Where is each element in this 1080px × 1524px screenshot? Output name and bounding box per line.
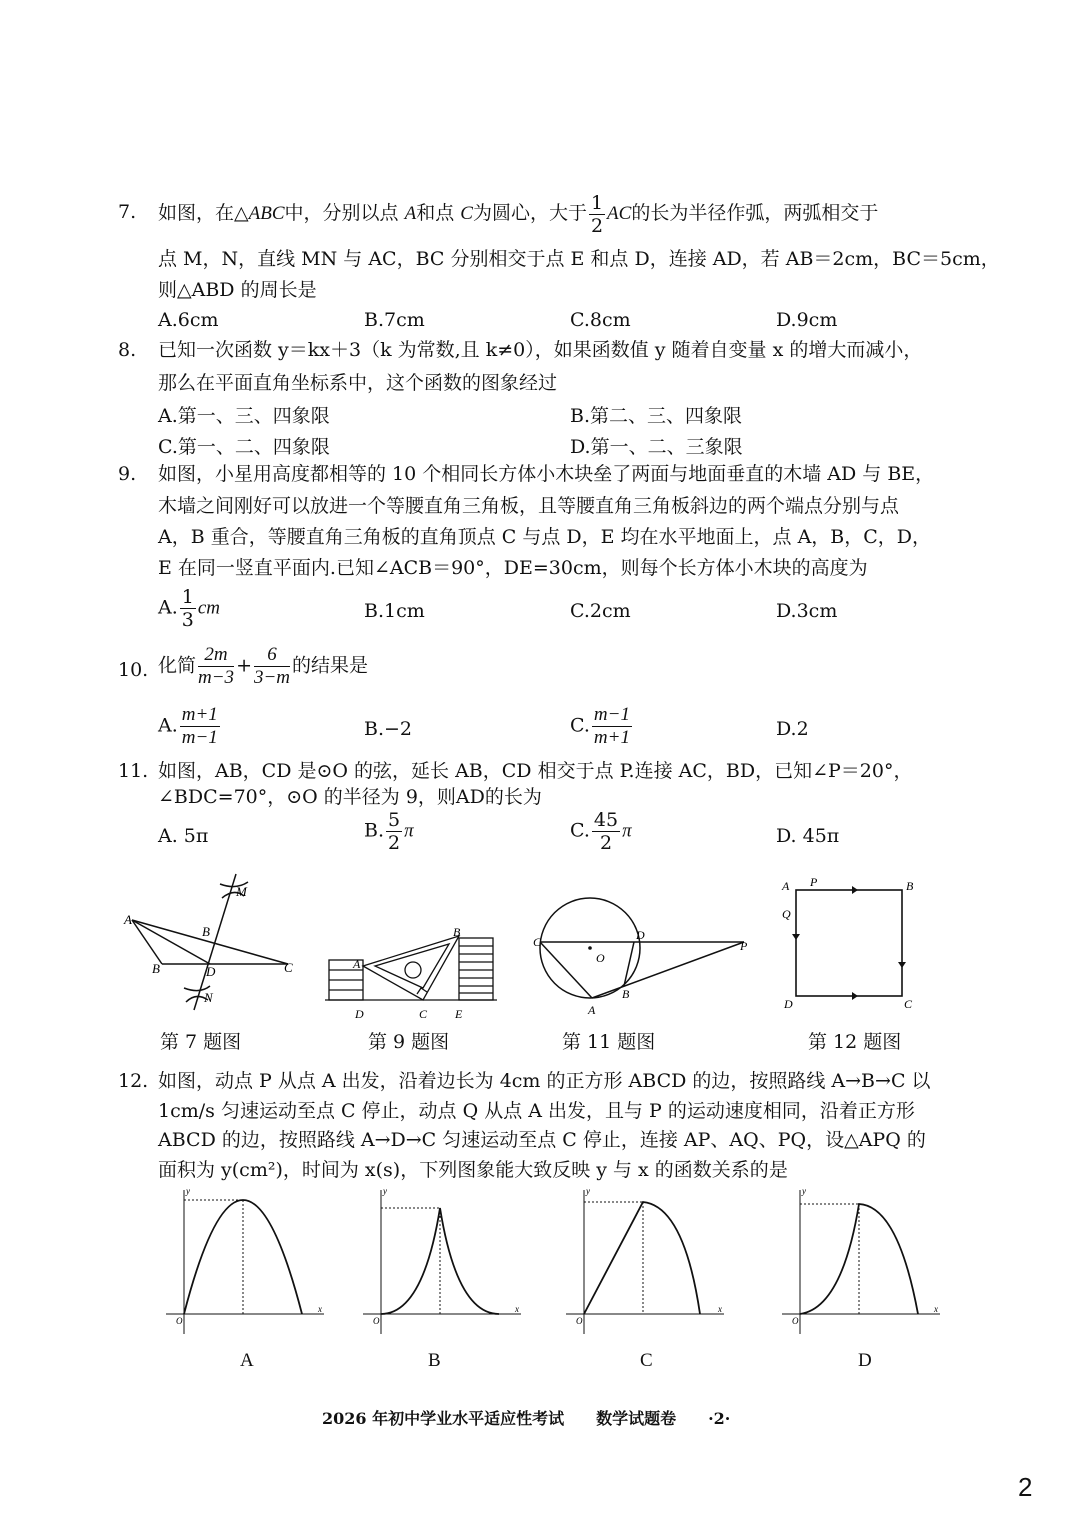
q7-line3: 则△ABD 的周长是 <box>158 279 317 301</box>
label-d: D <box>355 1007 364 1021</box>
caption-fig7: 第 7 题图 <box>160 1031 242 1053</box>
label-c: C <box>419 1007 428 1021</box>
label-d: D <box>206 964 216 979</box>
q10-option-a: A. $\frac{m+1}{m-1}$ <box>158 704 218 748</box>
svg-text:x: x <box>718 1304 722 1314</box>
q8-option-d: D.第一、二、三象限 <box>570 436 743 458</box>
q7-line1: 如图，在△ABC中，分别以点 A和点 C为圆心，大于 $\frac{1}{2}$ AC的长为半径作弧，两弧相交于 <box>158 191 879 237</box>
q10-option-d: D.2 <box>776 718 809 740</box>
square-abcd <box>796 890 902 996</box>
figure-7 <box>120 868 310 1018</box>
q10-option-b: B.−2 <box>364 718 413 740</box>
label-a: A <box>782 879 790 893</box>
q9-option-b: B.1cm <box>364 600 425 622</box>
q9-option-c: C.2cm <box>570 600 631 622</box>
q8-line1: 已知一次函数 y＝kx＋3（k 为常数,且 k≠0），如果函数值 y 随着自变量 x 的增大而减小， <box>158 339 923 361</box>
label-c: C <box>284 960 293 975</box>
q10-number: 10. <box>118 659 149 681</box>
graph-label-b: B <box>428 1350 441 1371</box>
label-b: B <box>906 879 914 893</box>
label-a: A <box>124 912 132 927</box>
q12-line3: ABCD 的边，按照路线 A→D→C 匀速运动至点 C 停止，连接 AP、AQ、PQ，设△APQ 的 <box>158 1129 926 1151</box>
svg-text:y: y <box>586 1186 590 1196</box>
label-d: D <box>636 928 645 942</box>
label-e: B <box>202 924 210 939</box>
line-ac <box>540 942 592 998</box>
label-p: P <box>810 875 818 889</box>
q7-fraction: $\frac{1}{2}$ <box>590 191 604 237</box>
graph-d <box>780 1186 948 1336</box>
q11-option-d: D. 45π <box>776 825 840 847</box>
graph-label-c: C <box>640 1350 653 1371</box>
q8-number: 8. <box>118 339 137 361</box>
plate-hole <box>405 962 421 978</box>
q9-number: 9. <box>118 463 137 485</box>
figure-12 <box>780 875 920 1011</box>
graph-b <box>361 1186 529 1336</box>
line-ap <box>592 942 744 998</box>
graph-label-a: A <box>240 1350 254 1371</box>
svg-text:O: O <box>792 1316 799 1326</box>
wall-be <box>459 938 493 1000</box>
q12-line2: 1cm/s 匀速运动至点 C 停止，动点 Q 从点 A 出发，且与 P 的运动速度相同，沿着正方形 <box>158 1100 915 1122</box>
svg-text:y: y <box>186 1186 190 1196</box>
q7-option-a: A.6cm <box>158 309 219 331</box>
svg-text:O: O <box>373 1316 380 1326</box>
arrow-dc <box>852 992 858 1000</box>
label-c: C <box>904 997 913 1011</box>
q10-stem: 化简 $\frac{2m}{m-3}$ + $\frac{6}{3-m}$ 的结果是 <box>158 644 369 688</box>
q11-option-a: A. 5π <box>158 825 209 847</box>
label-c: C <box>533 935 542 949</box>
caption-fig12: 第 12 题图 <box>808 1031 902 1053</box>
graph-a <box>164 1186 332 1336</box>
curve-c <box>584 1202 700 1314</box>
q9-line3: A，B 重合，等腰直角三角板的直角顶点 C 与点 D，E 均在水平地面上，点 A，B，C，D， <box>158 526 932 548</box>
svg-text:O: O <box>176 1316 183 1326</box>
q9-line1: 如图，小星用高度都相等的 10 个相同长方体小木块垒了两面与地面垂直的木墙 AD 与 BE， <box>158 463 935 485</box>
svg-text:x: x <box>318 1304 322 1314</box>
line-ad <box>132 920 210 964</box>
q9-line2: 木墙之间刚好可以放进一个等腰直角三角板，且等腰直角三角板斜边的两个端点分别与点 <box>158 495 900 517</box>
label-d: D <box>784 997 793 1011</box>
figure-9 <box>325 922 505 1022</box>
q11-option-c: C. $\frac{45}{2}$ π <box>570 809 632 854</box>
label-o: O <box>596 951 605 965</box>
svg-text:x: x <box>515 1304 519 1314</box>
q10-option-c: C. $\frac{m-1}{m+1}$ <box>570 704 630 748</box>
q7-option-b: B.7cm <box>364 309 425 331</box>
q8-option-b: B.第二、三、四象限 <box>570 405 743 427</box>
q9-option-d: D.3cm <box>776 600 838 622</box>
svg-text:O: O <box>576 1316 583 1326</box>
q11-number: 11. <box>118 760 149 782</box>
label-n: N <box>204 990 213 1005</box>
graph-label-d: D <box>858 1350 872 1371</box>
right-angle-mark <box>417 988 427 994</box>
caption-fig11: 第 11 题图 <box>562 1031 656 1053</box>
label-b: B <box>453 925 461 939</box>
q12-number: 12. <box>118 1070 149 1092</box>
graph-c <box>564 1186 732 1336</box>
q7-option-d: D.9cm <box>776 309 838 331</box>
svg-text:y: y <box>802 1186 806 1196</box>
q8-option-c: C.第一、二、四象限 <box>158 436 330 458</box>
label-b: B <box>622 987 630 1001</box>
q11-option-b: B. $\frac{5}{2}$ π <box>364 809 414 854</box>
q9-line4: E 在同一竖直平面内.已知∠ACB＝90°，DE=30cm，则每个长方体小木块的高度为 <box>158 557 868 579</box>
q9-option-a: A. $\frac{1}{3}$ cm <box>158 586 221 631</box>
q12-line4: 面积为 y(cm²)，时间为 x(s)，下列图象能大致反映 y 与 x 的函数关系的是 <box>158 1159 788 1181</box>
label-p: P <box>740 939 748 953</box>
label-a: A <box>353 957 361 971</box>
arrow-ad <box>792 934 800 940</box>
center-o <box>588 946 592 950</box>
q7-line2: 点 M，N，直线 MN 与 AC，BC 分别相交于点 E 和点 D，连接 AD，若 AB＝2cm，BC＝5cm， <box>158 248 1000 270</box>
label-a: A <box>588 1003 596 1017</box>
caption-fig9: 第 9 题图 <box>368 1031 450 1053</box>
label-e: E <box>455 1007 463 1021</box>
arrow-ab <box>852 886 858 894</box>
q7-number: 7. <box>118 201 137 223</box>
q11-line1: 如图，AB，CD 是⊙O 的弦，延长 AB，CD 相交于点 P.连接 AC，BD，已知∠P＝20°， <box>158 760 913 782</box>
q8-line2: 那么在平面直角坐标系中，这个函数的图象经过 <box>158 372 558 394</box>
page-number: 2 <box>1018 1472 1033 1502</box>
q8-option-a: A.第一、三、四象限 <box>158 405 330 427</box>
svg-text:x: x <box>934 1304 938 1314</box>
arrow-bc <box>898 962 906 968</box>
label-b: B <box>152 961 160 976</box>
page-footer: 2026 年初中学业水平适应性考试 数学试题卷 ·2· <box>322 1409 731 1428</box>
figure-11 <box>530 898 755 1023</box>
q7-option-c: C.8cm <box>570 309 631 331</box>
label-q: Q <box>782 907 791 921</box>
svg-text:y: y <box>383 1186 387 1196</box>
q12-line1: 如图，动点 P 从点 A 出发，沿着边长为 4cm 的正方形 ABCD 的边，按照路线 A→B→C 以 <box>158 1070 931 1092</box>
label-m: M <box>236 884 247 899</box>
q11-line2: ∠BDC=70°，⊙O 的半径为 9，则AD的长为 <box>158 786 542 808</box>
